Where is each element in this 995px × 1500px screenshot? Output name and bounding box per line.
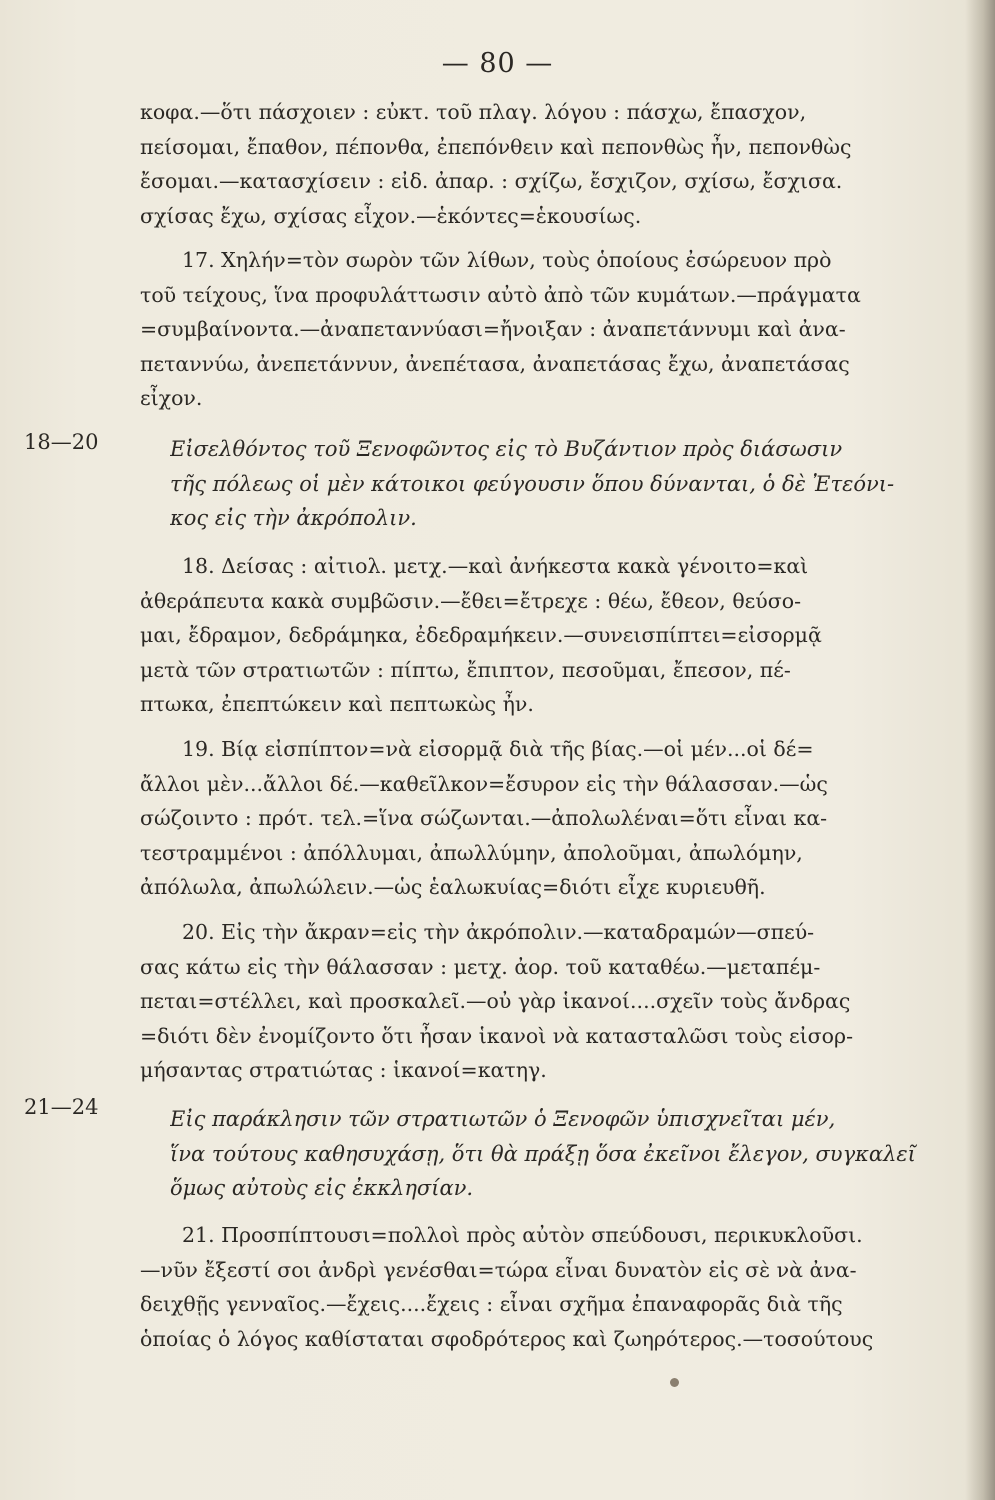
text-line: πείσομαι, ἔπαθον, πέπονθα, ἐπεπόνθειν καὶ πεπονθὼς ἦν, πεπονθὼς [140, 134, 852, 159]
summary-line: τῆς πόλεως οἱ μὲν κάτοικοι φεύγουσιν ὅπου δύνανται, ὁ δὲ Ἐτεόνι- [170, 471, 895, 496]
text-line: 21. Προσπίπτουσι=πολλοὶ πρὸς αὐτὸν σπεύδουσι, περικυκλοῦσι. [182, 1223, 863, 1247]
text-line: ἔσομαι.—κατασχίσειν : εἰδ. ἀπαρ. : σχίζω, ἔσχιζον, σχίσω, ἔσχισα. [140, 169, 843, 193]
summary-line: Εἰς παράκλησιν τῶν στρατιωτῶν ὁ Ξενοφῶν ὑπισχνεῖται μέν, [170, 1107, 836, 1131]
text-line: δειχθῇς γενναῖος.—ἔχεις....ἔχεις : εἶναι σχῆμα ἐπαναφορᾶς διὰ τῆς [140, 1292, 843, 1316]
page-number: — 80 — [441, 48, 554, 79]
summary-line: ὅμως αὐτοὺς εἰς ἐκκλησίαν. [170, 1176, 474, 1200]
commentary-block-continuation [140, 95, 910, 233]
commentary-note-19 [140, 732, 910, 905]
commentary-note-20 [140, 915, 910, 1088]
text-line: =διότι δὲν ἐνομίζοντο ὅτι ἦσαν ἱκανοὶ νὰ κατασταλῶσι τοὺς εἰσορ- [140, 1023, 853, 1048]
text-line: πεται=στέλλει, καὶ προσκαλεῖ.—οὐ γὰρ ἱκανοί....σχεῖν τοὺς ἄνδρας [140, 989, 851, 1013]
text-line: —νῦν ἔξεστί σοι ἀνδρὶ γενέσθαι=τώρα εἶναι δυνατὸν εἰς σὲ νὰ ἀνα- [140, 1257, 857, 1282]
text-line: 18. Δείσας : αἰτιολ. μετχ.—καὶ ἀνήκεστα κακὰ γένοιτο=καὶ [182, 554, 809, 578]
text-line: σώζοιντο : πρότ. τελ.=ἵνα σώζωνται.—ἀπολωλέναι=ὅτι εἶναι κα- [140, 806, 828, 830]
summary-line: Εἰσελθόντος τοῦ Ξενοφῶντος εἰς τὸ Βυζάντιον πρὸς διάσωσιν [170, 437, 843, 461]
section-summary-18-20 [170, 432, 930, 536]
commentary-note-21 [140, 1218, 910, 1356]
text-line: τεστραμμένοι : ἀπόλλυμαι, ἀπωλλύμην, ἀπολοῦμαι, ἀπωλόμην, [140, 840, 803, 865]
text-line: ἄλλοι μὲν...ἄλλοι δέ.—καθεῖλκον=ἔσυρον εἰς τὴν θάλασσαν.—ὡς [140, 771, 828, 796]
text-line: 19. Βίᾳ εἰσπίπτον=νὰ εἰσορμᾷ διὰ τῆς βίας.—οἱ μέν...οἱ δέ= [182, 737, 814, 761]
section-summary-21-24 [170, 1102, 930, 1206]
text-line: τοῦ τείχους, ἵνα προφυλάττωσιν αὐτὸ ἀπὸ τῶν κυμάτων.—πράγματα [140, 282, 861, 307]
text-line: σας κάτω εἰς τὴν θάλασσαν : μετχ. ἀορ. τοῦ καταθέω.—μεταπέμ- [140, 954, 821, 979]
binding-gutter [965, 0, 995, 1500]
text-line: εἶχον. [140, 386, 203, 410]
section-marker-21-24: 21—24 [24, 1095, 99, 1119]
text-line: μετὰ τῶν στρατιωτῶν : πίπτω, ἔπιπτον, πεσοῦμαι, ἔπεσον, πέ- [140, 657, 791, 682]
section-marker-18-20: 18—20 [24, 430, 99, 454]
ink-spot [670, 1378, 679, 1387]
text-line: 20. Εἰς τὴν ἄκραν=εἰς τὴν ἀκρόπολιν.—καταδραμών—σπεύ- [182, 920, 815, 944]
text-line: μαι, ἔδραμον, δεδράμηκα, ἐδεδραμήκειν.—συνεισπίπτει=εἰσορμᾷ [140, 623, 822, 647]
text-line: ἀθεράπευτα κακὰ συμβῶσιν.—ἔθει=ἔτρεχε : θέω, ἔθεον, θεύσο- [140, 588, 802, 613]
commentary-note-18 [140, 549, 910, 722]
summary-line: ἵνα τούτους καθησυχάσῃ, ὅτι θὰ πράξῃ ὅσα ἐκεῖνοι ἔλεγον, συγκαλεῖ [170, 1141, 916, 1166]
text-line: ἀπόλωλα, ἀπωλώλειν.—ὡς ἑαλωκυίας=διότι εἶχε κυριευθῆ. [140, 875, 766, 899]
commentary-note-17 [140, 243, 910, 416]
text-line: κοφα.—ὅτι πάσχοιεν : εὐκτ. τοῦ πλαγ. λόγου : πάσχω, ἔπασχον, [140, 100, 807, 124]
text-line: =συμβαίνοντα.—ἀναπεταννύασι=ἤνοιξαν : ἀναπετάννυμι καὶ ἀνα- [140, 317, 846, 341]
text-line: πεταννύω, ἀνεπετάννυν, ἀνεπέτασα, ἀναπετάσας ἔχω, ἀναπετάσας [140, 351, 850, 376]
text-line: πτωκα, ἐπεπτώκειν καὶ πεπτωκὼς ἦν. [140, 692, 534, 716]
summary-line: κος εἰς τὴν ἀκρόπολιν. [170, 506, 417, 530]
text-line: μήσαντας στρατιώτας : ἱκανοί=κατηγ. [140, 1058, 547, 1082]
text-line: ὁποίας ὁ λόγος καθίσταται σφοδρότερος καὶ ζωηρότερος.—τοσούτους [140, 1326, 874, 1351]
text-line: 17. Χηλήν=τὸν σωρὸν τῶν λίθων, τοὺς ὁποίους ἐσώρευον πρὸ [182, 248, 832, 272]
text-line: σχίσας ἔχω, σχίσας εἶχον.—ἑκόντες=ἑκουσίως. [140, 203, 642, 228]
